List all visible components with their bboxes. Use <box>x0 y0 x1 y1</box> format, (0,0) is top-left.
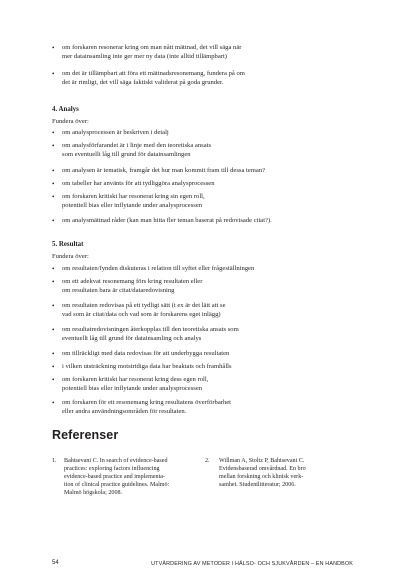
section-heading-analys: 4. Analys <box>52 106 79 113</box>
list-item-text: det är rimligt, det vill säga faktiskt validerat på goda grunder. <box>62 79 224 87</box>
list-item-text: i vilken utsträckning motstridiga data har beaktats och framhålls <box>62 363 232 370</box>
list-item-text: om forskaren resonerar kring om man nått mättnad, det vill säga när <box>62 44 242 51</box>
list-item-text: potentiell bias eller inflytande under analysprocessen <box>62 385 203 393</box>
bullet-icon: • <box>52 350 55 358</box>
bullet-icon: • <box>52 70 55 78</box>
list-item-text: om forskaren kritiskt har resonerat kring sin egen roll, <box>62 193 205 200</box>
list-item-text: om resultaten redovisas på ett tydligt sätt (t ex är det lätt att se <box>62 302 226 309</box>
bullet-icon: • <box>52 399 55 407</box>
list-item-text: om resultaten bara är citat/dataredovisning <box>62 287 175 295</box>
running-head: UTVÄRDERING AV METODER I HÄLSO- OCH SJUKVÅRDEN – EN HANDBOK <box>151 561 353 567</box>
list-item-text: om resultaten/fynden diskuteras i relation till syftet eller frågeställningen <box>62 265 255 272</box>
references-heading: Referenser <box>52 428 119 442</box>
list-item-text: om tabeller har använts för att tydliggöra analysprocessen <box>62 180 215 187</box>
list-item-text: potentiell bias eller inflytande under analysprocessen <box>62 202 203 210</box>
reference-line: Willman A, Stoltz P, Bahtsevani C. <box>219 458 305 464</box>
list-item-text: om det är tillämpbart att föra ett mättnadsresonemang, fundera på om <box>62 70 245 77</box>
bullet-icon: • <box>52 193 55 201</box>
bullet-icon: • <box>52 265 55 273</box>
list-item-text: om ett adekvat resonemang förs kring resultaten eller <box>62 278 203 285</box>
bullet-icon: • <box>52 363 55 371</box>
section-heading-resultat: 5. Resultat <box>52 241 84 248</box>
list-item-text: om analysprocessen är beskriven i detalj <box>62 129 169 136</box>
list-item-text: om analysen är tematisk, framgår det hur man kommit fram till dessa teman? <box>62 167 266 174</box>
reference-number: 2. <box>205 458 210 464</box>
reference-line: samhet. Studentlitteratur; 2006. <box>219 481 296 488</box>
list-item-text: vad som är citat/data och vad som är forskarens eget inlägg) <box>62 311 221 319</box>
list-item-text: eller andra användningsområden för resultaten. <box>62 408 187 416</box>
reference-line: tion of clinical practice guidelines. Malmö: <box>64 481 170 488</box>
bullet-icon: • <box>52 278 55 286</box>
bullet-icon: • <box>52 129 55 137</box>
bullet-icon: • <box>52 142 55 150</box>
list-item-text: som eventuellt låg till grund för datainsamlingen <box>62 151 191 159</box>
reference-line: practices: exploring factors influencing <box>64 465 160 472</box>
bullet-icon: • <box>52 326 55 334</box>
list-item-text: om forskaren kritiskt har resonerat kring dess egen roll, <box>62 376 209 383</box>
bullet-icon: • <box>52 44 55 52</box>
bullet-icon: • <box>52 302 55 310</box>
reference-number: 1. <box>52 458 57 464</box>
list-item-text: om analysmättnad råder (kan man hitta fler teman baserat på redovisade citat?). <box>62 217 272 224</box>
list-item-text: om forskaren för ett resonemang kring resultatens överförbarhet <box>62 399 231 406</box>
list-item-text: mer datainsamling inte ger mer ny data (inte alltid tillämpbart) <box>62 53 227 61</box>
reference-line: Evidensbaserad omvårdnad. En bro <box>219 465 306 472</box>
section-subheading: Fundera över: <box>52 253 89 260</box>
bullet-icon: • <box>52 167 55 175</box>
list-item-text: om tillräckligt med data redovisas för att underbygga resultaten <box>62 350 230 357</box>
list-item-text: om analysförfarandet är i linje med den teoretiska ansats <box>62 142 212 149</box>
reference-line: evidence-based practice and implementa- <box>64 473 166 480</box>
bullet-icon: • <box>52 180 55 188</box>
reference-line: Malmö högskola; 2008. <box>64 489 123 496</box>
list-item-text: eventuellt låg till grund för datainsamling och analys <box>62 335 202 343</box>
bullet-icon: • <box>52 217 55 225</box>
reference-line: Bahtsevani C. In search of evidence-based <box>64 458 168 464</box>
page-number: 54 <box>52 560 59 566</box>
section-subheading: Fundera över: <box>52 118 89 125</box>
reference-line: mellan forskning och klinisk verk- <box>219 473 304 480</box>
bullet-icon: • <box>52 376 55 384</box>
list-item-text: om resultatredovisningen återkopplas till den teoretiska ansats som <box>62 326 239 333</box>
